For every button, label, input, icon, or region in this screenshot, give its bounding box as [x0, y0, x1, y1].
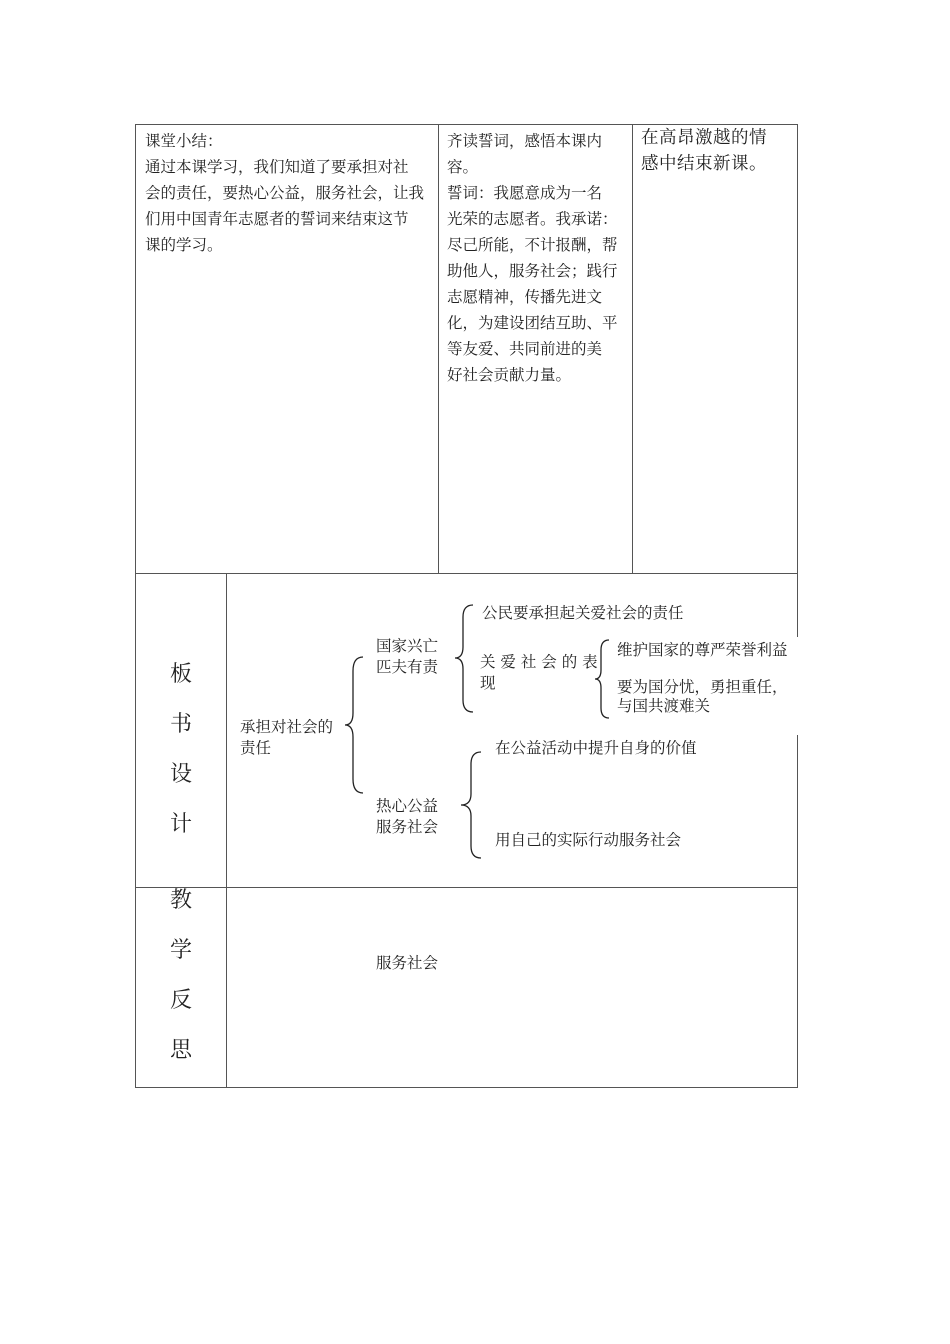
board-label-char: 书 — [169, 712, 192, 737]
oath-line: 等友爱、共同前进的美 — [447, 340, 603, 358]
branch1-label — [376, 636, 438, 678]
table-border-right-bottom — [797, 735, 798, 1088]
oath-line: 尽己所能，不计报酬，帮 — [447, 236, 618, 254]
intent-line: 感中结束新课。 — [641, 154, 767, 174]
brace-main — [343, 657, 367, 793]
brace-branch2 — [459, 752, 485, 858]
oath-line: 光荣的志愿者。我承诺： — [447, 210, 618, 228]
summary-line: 会的责任，要热心公益，服务社会，让我 — [145, 184, 425, 202]
branch2-label-line: 热心公益 — [376, 797, 439, 815]
reflection-label-char: 思 — [169, 1038, 192, 1063]
reflection-label-char: 反 — [169, 988, 192, 1013]
reflection-label — [161, 876, 201, 1076]
oath-line: 誓词：我愿意成为一名 — [447, 184, 603, 202]
brace-sub — [593, 640, 613, 718]
table-border-right-top — [797, 124, 798, 637]
oath-col2 — [447, 128, 631, 388]
board-root-line: 责任 — [240, 739, 272, 757]
branch2-item1: 在公益活动中提升自身的价值 — [495, 739, 697, 757]
board-root — [240, 717, 333, 759]
intent-line: 在高昂激越的情 — [641, 128, 767, 148]
oath-line: 好社会贡献力量。 — [447, 366, 572, 384]
reflection-label-char: 学 — [169, 938, 192, 963]
branch1-sublabel — [480, 652, 598, 694]
sub-item2-line: 要为国分忧，勇担重任， — [617, 678, 788, 696]
oath-line: 容。 — [447, 158, 479, 176]
table-border-row1 — [135, 573, 798, 574]
branch1-item1: 公民要承担起关爱社会的责任 — [482, 604, 684, 622]
table-divider-label — [226, 573, 227, 1088]
table-divider-col2 — [438, 124, 439, 574]
oath-line: 化，为建设团结互助、平 — [447, 314, 618, 332]
summary-title: 课堂小结： — [145, 132, 223, 150]
oath-line: 志愿精神，传播先进文 — [447, 288, 603, 306]
branch1-sublabel-line: 关 爱 社 会 的 表 — [480, 653, 598, 671]
brace-branch1 — [453, 605, 477, 712]
table-border-left — [135, 124, 136, 1088]
table-border-row2 — [135, 887, 798, 888]
board-label-char: 设 — [169, 762, 192, 787]
branch2-label-line: 服务社会 — [376, 818, 439, 836]
branch1-label-line: 国家兴亡 — [376, 637, 439, 655]
summary-line: 们用中国青年志愿者的誓词来结束这节 — [145, 210, 409, 228]
board-label-char: 板 — [169, 662, 192, 687]
board-root-line: 承担对社会的 — [240, 718, 334, 736]
summary-line: 课的学习。 — [145, 236, 223, 254]
branch2-item2: 用自己的实际行动服务社会 — [495, 831, 682, 849]
sub-item2 — [617, 678, 788, 716]
sub-item2-line: 与国共渡难关 — [617, 697, 711, 715]
summary-col1 — [145, 128, 435, 258]
board-label — [161, 650, 201, 850]
table-divider-col3 — [632, 124, 633, 574]
sub-item1: 维护国家的尊严荣誉利益 — [617, 641, 788, 659]
oath-line: 齐读誓词，感悟本课内 — [447, 132, 603, 150]
intent-col3 — [641, 125, 797, 177]
board-label-char: 计 — [169, 812, 192, 837]
reflection-content: 服务社会 — [376, 954, 439, 972]
summary-line: 通过本课学习，我们知道了要承担对社 — [145, 158, 409, 176]
branch1-sublabel-line: 现 — [480, 674, 496, 692]
branch1-label-line: 匹夫有责 — [376, 658, 439, 676]
reflection-label-char: 教 — [169, 888, 192, 913]
oath-line: 助他人，服务社会；践行 — [447, 262, 618, 280]
table-border-bottom — [135, 1087, 798, 1088]
branch2-label — [376, 796, 438, 838]
